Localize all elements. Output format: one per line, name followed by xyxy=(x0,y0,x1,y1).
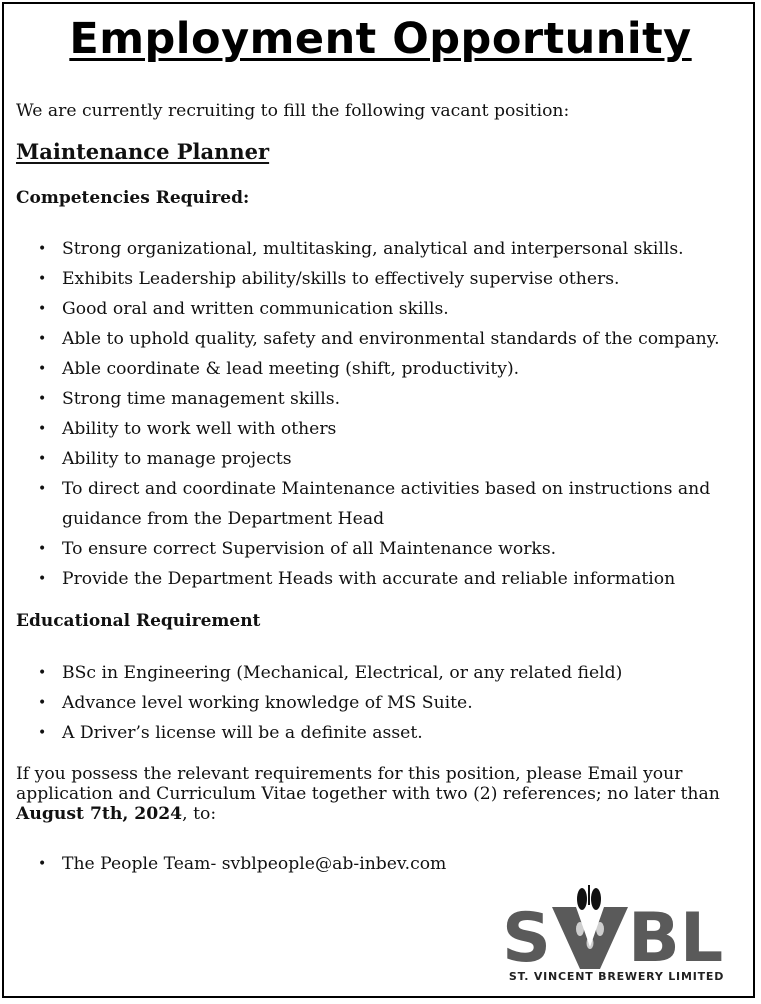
logo-letters-bl: BL xyxy=(628,899,724,978)
list-item: • To direct and coordinate Maintenance activities based on instructions and guidance from the Department Head xyxy=(0,474,720,534)
list-item: • Good oral and written communication skills. xyxy=(0,294,720,324)
wheat-v-icon xyxy=(552,885,628,969)
list-item: • To ensure correct Supervision of all Maintenance works. xyxy=(0,534,720,564)
list-item: • Able coordinate & lead meeting (shift, productivity). xyxy=(0,354,720,384)
list-item: • Strong time management skills. xyxy=(0,384,720,414)
list-item: • Exhibits Leadership ability/skills to effectively supervise others. xyxy=(0,264,720,294)
contact-email[interactable]: • The People Team- svblpeople@ab-inbev.com xyxy=(0,849,446,879)
competencies-heading: Competencies Required: xyxy=(16,188,250,208)
application-instructions xyxy=(16,764,746,824)
list-item: • BSc in Engineering (Mechanical, Electrical, or any related field) xyxy=(0,658,622,688)
education-list xyxy=(0,658,622,748)
application-line: If you possess the relevant requirements for this position, please Email your xyxy=(16,764,683,784)
list-item: • Ability to work well with others xyxy=(0,414,720,444)
list-item: • Strong organizational, multitasking, analytical and interpersonal skills. xyxy=(0,234,720,264)
application-line: application and Curriculum Vitae together with two (2) references; no later than xyxy=(16,784,720,804)
contact-list xyxy=(0,849,446,879)
list-item: • Provide the Department Heads with accurate and reliable information xyxy=(0,564,720,594)
position-title: Maintenance Planner xyxy=(16,139,270,164)
application-line: August 7th, 2024, to: xyxy=(16,804,217,824)
page-title: Employment Opportunity xyxy=(69,14,692,64)
logo-tagline: ST. VINCENT BREWERY LIMITED xyxy=(508,970,725,983)
list-item: • Advance level working knowledge of MS Suite. xyxy=(0,688,622,718)
intro-text: We are currently recruiting to fill the following vacant position: xyxy=(16,101,570,121)
competencies-list xyxy=(0,234,720,594)
deadline-date: August 7th, 2024 xyxy=(16,804,183,824)
list-item-continuation: guidance from the Department Head xyxy=(62,509,385,529)
list-item: • Ability to manage projects xyxy=(0,444,720,474)
education-heading: Educational Requirement xyxy=(16,611,261,631)
list-item: • A Driver’s license will be a definite asset. xyxy=(0,718,622,748)
logo-letter-s: S xyxy=(502,899,551,978)
list-item: • Able to uphold quality, safety and environmental standards of the company. xyxy=(0,324,720,354)
